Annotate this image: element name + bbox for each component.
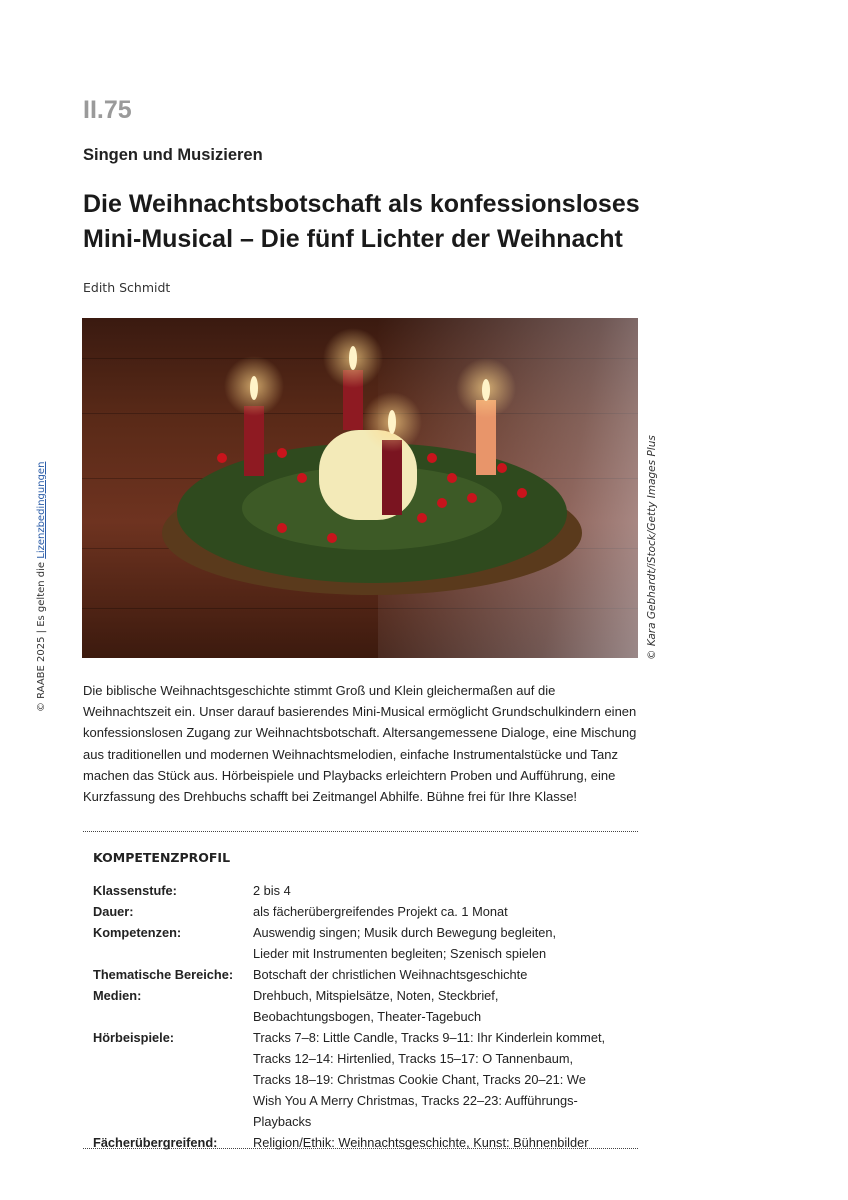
title-line-1: Die Weihnachtsbotschaft als konfessionsloses (83, 190, 640, 218)
divider-bottom (83, 1148, 638, 1149)
profile-row (93, 964, 623, 985)
row-label: Fächerübergreifend: (93, 1135, 218, 1150)
row-value: Religion/Ethik: Weihnachtsgeschichte, Kunst: Bühnenbilder (253, 1135, 589, 1150)
wreath-illustration (82, 318, 638, 658)
profile-row (93, 922, 623, 964)
row-value: Botschaft der christlichen Weihnachtsgeschichte (253, 967, 528, 982)
license-note (36, 462, 47, 712)
row-value: als fächerübergreifendes Projekt ca. 1 Monat (253, 904, 508, 919)
profile-table (93, 880, 623, 1153)
row-label: Medien: (93, 988, 142, 1003)
title-line-2: Mini-Musical – Die fünf Lichter der Weihnacht (83, 225, 623, 253)
license-link[interactable]: Lizenzbedingungen (36, 461, 47, 559)
profile-row (93, 880, 623, 901)
row-value: 2 bis 4 (253, 883, 291, 898)
row-value: Drehbuch, Mitspielsätze, Noten, Steckbrief, Beobachtungsbogen, Theater-Tagebuch (253, 988, 499, 1024)
profile-row (93, 901, 623, 922)
copyright-text: © RAABE 2025 | Es gelten die (36, 558, 47, 712)
row-label: Dauer: (93, 904, 134, 919)
intro-paragraph: Die biblische Weihnachtsgeschichte stimmt Groß und Klein gleichermaßen auf die Weihnachtszeit ein. Unser darauf basierendes Mini-Musical ermöglicht Grundschulkindern einen konfessionslosen Zugang zur Weihnachtsbotschaft. Altersangemessene Dialoge, eine Mischung aus traditionellen und modernen Weihnachtsmelodien, einfache Instrumentalstücke und Tanz machen das Stück aus. Hörbeispiele und Playbacks erleichtern Proben und Aufführung, eine Kurzfassung des Drehbuchs schafft bei Zeitmangel Abhilfe. Bühne frei für Ihre Klasse! (83, 683, 637, 805)
page-title (83, 187, 683, 257)
row-value: Auswendig singen; Musik durch Bewegung begleiten, Lieder mit Instrumenten begleiten; Szenisch spielen (253, 925, 557, 961)
photo-credit: © Kara Gebhardt/iStock/Getty Images Plus (646, 435, 658, 660)
row-label: Thematische Bereiche: (93, 967, 234, 982)
profile-row (93, 1027, 623, 1132)
row-label: Kompetenzen: (93, 925, 182, 940)
advent-wreath-photo (82, 318, 638, 658)
profile-row (93, 1132, 623, 1153)
divider-top (83, 831, 638, 832)
profile-title: KOMPETENZPROFIL (93, 850, 231, 865)
section-kicker: Singen und Musizieren (83, 146, 263, 164)
profile-row (93, 985, 623, 1027)
row-value: Tracks 7–8: Little Candle, Tracks 9–11: Ihr Kinderlein kommet, Tracks 12–14: Hirtenlied, Tracks 15–17: O Tannenbaum, Tracks 18–19: Christmas Cookie Chant, Tracks 20–21: We Wish You A Merry Christmas, Tracks 22–23: Aufführungs-Playbacks (253, 1030, 606, 1129)
author: Edith Schmidt (83, 280, 171, 295)
row-label: Klassenstufe: (93, 883, 177, 898)
chapter-code: II.75 (83, 96, 132, 124)
row-label: Hörbeispiele: (93, 1030, 175, 1045)
